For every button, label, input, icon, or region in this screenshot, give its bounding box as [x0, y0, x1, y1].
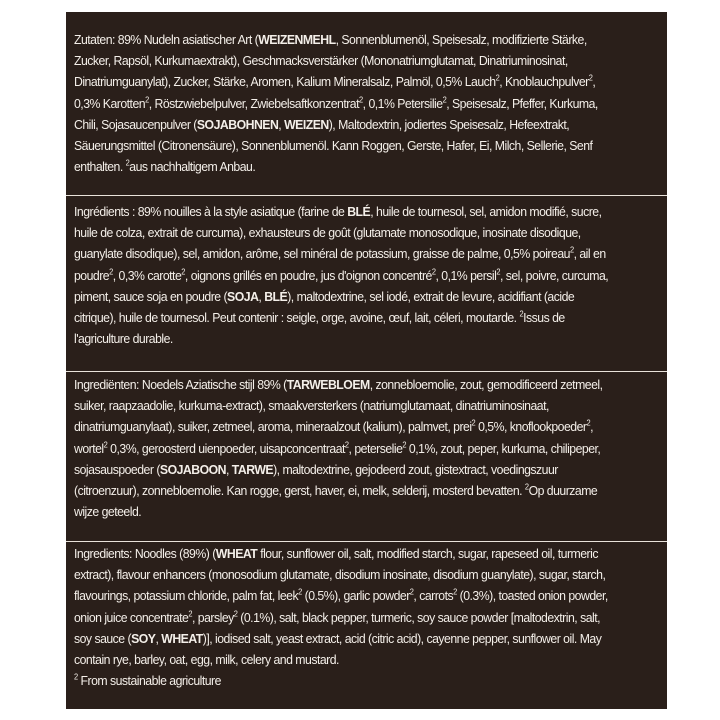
ingredient-text: , 0,3% carotte [112, 267, 182, 283]
footnote-marker: 2 [431, 267, 436, 277]
ingredient-text: , [258, 288, 265, 304]
ingredient-text: , [226, 461, 232, 477]
ingredient-text: )], iodised salt, yeast extract, acid (citric acid), cayenne pepper, sunflower oil. May contain rye, barley, oat, egg, milk, celery and mustard. [74, 630, 602, 668]
ingredient-text: flour, sunflower oil, salt, modified starch, sugar, rapeseed oil, turmeric extract), flavour enhancers (monosodium glutamate, disodium inosinate, disodium guanylate), sugar, starch, flavourings, potassium chloride, palm fat, leek [74, 546, 606, 604]
footnote-marker: 2 [471, 419, 476, 429]
footnote-marker: 2 [103, 440, 108, 450]
footnote-marker: 2 [569, 246, 574, 256]
ingredient-text: Ingredients: Noodles (89%) ( [74, 546, 216, 561]
section-divider [66, 371, 667, 372]
allergen-text: SOJABOHNEN [196, 116, 279, 132]
ingredient-text: Zutaten: 89% Nudeln asiatischer Art ( [74, 32, 259, 47]
ingredient-text: ), Maltodextrin, jodiertes Speisesalz, Hefeextrakt, Säuerungsmittel (Citronensäure), Sonnenblumenöl. Kann Roggen, Gerste, Hafer, Ei, Milch, Sellerie, Senf enthalten. [74, 116, 593, 175]
allergen-text: SOJA [227, 288, 259, 304]
section-divider [66, 541, 667, 542]
ingredient-text: , 0,3% Karotten [74, 74, 596, 111]
footnote-marker: 2 [402, 440, 407, 450]
ingredient-text: , parsley [192, 609, 234, 625]
footnote-marker: 2 [74, 672, 78, 682]
ingredients-section-de [74, 29, 619, 177]
allergen-text: WEIZENMEHL [258, 32, 336, 47]
ingredient-text: 0,1%, zout, peper, kurkuma, chilipeper, sojasauspoeder ( [74, 440, 601, 477]
footnote-marker: 2 [233, 609, 238, 619]
ingredient-text: Issus de l'agriculture durable. [74, 310, 565, 347]
allergen-text: WHEAT [161, 630, 203, 646]
footnote-marker: 2 [145, 95, 149, 105]
ingredient-text: , oignons grillés en poudre, jus d'oignon concentré [184, 267, 432, 283]
ingredient-text: , huile de tournesol, sel, amidon modifié, sucre, huile de colza, extrait de curcuma), exhausteurs de goût (glutamate monosodique, inosinate disodique, guanylate disodique), sel, amidon, arôme, sel minéral de potassium, graisse de palme, 0,5% poireau [74, 204, 602, 262]
ingredient-text: 0,3%, geroosterd uienpoeder, uisapconcentraat [107, 440, 345, 456]
allergen-text: SOJABOON [159, 461, 227, 477]
ingredient-text: (0.1%), salt, black pepper, turmeric, soy sauce powder [maltodextrin, salt, soy sauce ( [74, 609, 601, 646]
ingredient-text: , 0,1% persil [435, 267, 497, 283]
footnote-marker: 2 [496, 267, 500, 277]
allergen-text: TARWEBLOEM [286, 377, 370, 392]
ingredients-section-fr [74, 201, 619, 349]
allergen-text: SOY [131, 630, 156, 646]
footnote-marker: 2 [344, 440, 349, 450]
ingredient-text: , ail en poudre [74, 246, 606, 283]
footnote-marker: 2 [181, 267, 185, 277]
ingredient-text: Op duurzame wijze geteeld. [74, 483, 598, 520]
ingredient-text: (0.3%), toasted onion powder, onion juice concentrate [74, 588, 608, 625]
footnote-marker: 2 [188, 609, 193, 619]
allergen-text: WEIZEN [284, 116, 329, 132]
allergen-text: BLÉ [264, 288, 288, 304]
ingredient-text: , 0,1% Petersilie [362, 95, 443, 111]
ingredient-text: aus nachhaltigem Anbau. [129, 159, 256, 175]
ingredient-text: , Röstzwiebelpulver, Zwiebelsaftkonzentrat [148, 95, 360, 111]
ingredient-text: , wortel [74, 419, 594, 456]
footnote-marker: 2 [524, 482, 529, 492]
ingredients-label-panel [66, 12, 667, 709]
ingredient-text: , carrots [413, 588, 454, 604]
ingredient-text: , [155, 630, 162, 646]
ingredient-text: Ingrediënten: Noedels Aziatische stijl 89% ( [74, 377, 287, 392]
section-divider [66, 195, 667, 196]
footnote-marker: 2 [125, 158, 130, 168]
footnote-marker: 2 [298, 588, 302, 598]
footnote-marker: 2 [586, 419, 591, 429]
footnote-marker: 2 [359, 95, 363, 105]
ingredients-section-en [74, 543, 619, 691]
allergen-text: WHEAT [215, 546, 258, 561]
footnote-marker: 2 [109, 267, 113, 277]
footnote-marker: 2 [442, 95, 447, 105]
ingredient-text: , [278, 116, 285, 132]
ingredient-text: ), maltodextrine, sel iodé, extrait de levure, acidifiant (acide citrique), huile de tournesol. Peut contenir : seigle, orge, avoine, œuf, lait, céleri, moutarde. [74, 288, 575, 326]
footnote-marker: 2 [588, 74, 593, 84]
ingredient-text: , Knoblauchpulver [499, 74, 589, 90]
ingredients-section-nl [74, 374, 619, 522]
ingredient-text: (0.5%), garlic powder [301, 588, 410, 604]
footnote-marker: 2 [453, 588, 457, 598]
ingredient-text: Ingrédients : 89% nouilles à la style asiatique (farine de [74, 204, 348, 219]
allergen-text: TARWE [231, 461, 274, 477]
ingredient-text: From sustainable agriculture [77, 673, 221, 689]
ingredient-text: , peterselie [348, 440, 403, 456]
ingredient-text: , zonnebloemolie, zout, gemodificeerd zetmeel, suiker, raapzaadolie, kurkuma-extract), smaakversterkers (natriumglutamaat, dinatriuminosinaat, dinatriumguanylaat), suiker, zetmeel, aroma, mineraalzout (kalium), palmvet, prei [74, 377, 603, 435]
ingredient-text: , Speisesalz, Pfeffer, Kurkuma, Chili, Sojasaucenpulver ( [74, 95, 598, 132]
ingredient-text: , sel, poivre, curcuma, piment, sauce soja en poudre ( [74, 267, 609, 304]
allergen-text: BLÉ [347, 204, 371, 219]
footnote-marker: 2 [409, 588, 414, 598]
ingredient-text: , Sonnenblumenöl, Speisesalz, modifizierte Stärke, Zucker, Rapsöl, Kurkumaextrakt), Geschmacksverstärker (Mononatriumglutamat, Dinatriuminosinat, Dinatriumguanylat), Zucker, Stärke, Aromen, Kalium Mineralsalz, Palmöl, 0,5% Lauch [74, 32, 587, 90]
ingredient-text: 0,5%, knoflookpoeder [475, 419, 587, 435]
ingredient-text: ), maltodextrine, gejodeerd zout, gistextract, voedingszuur (citroenzuur), zonnebloemolie. Kan rogge, gerst, haver, ei, melk, selderij, mosterd bevatten. [74, 461, 558, 499]
footnote-marker: 2 [495, 74, 500, 84]
footnote-marker: 2 [519, 309, 524, 319]
